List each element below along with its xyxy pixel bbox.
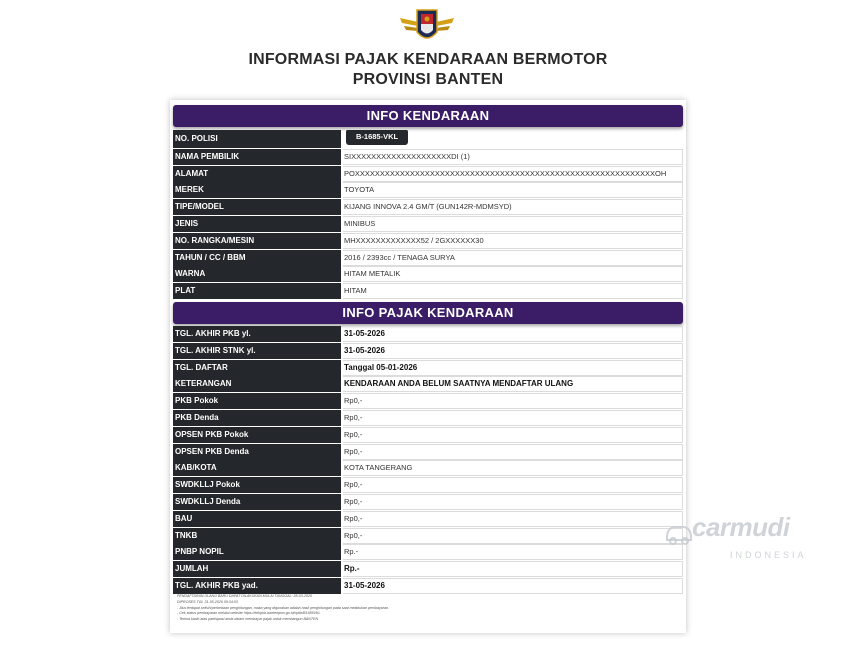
row-label: TAHUN / CC / BBM: [173, 250, 341, 266]
footnote-line: PENDAFTARAN ULANG BARU DAPAT DILAKUKAN MULAI TANGGAL: 28-03-2026: [177, 594, 312, 598]
row-value: 31-05-2026: [343, 578, 683, 594]
table-row: [173, 283, 683, 299]
row-label: KAB/KOTA: [173, 460, 341, 476]
row-label: TGL. AKHIR PKB yl.: [173, 326, 341, 342]
row-label: NO. RANGKA/MESIN: [173, 233, 341, 249]
table-row: [173, 149, 683, 165]
vehicle-section-header: INFO KENDARAAN: [173, 105, 683, 127]
table-row: [173, 578, 683, 594]
row-value: KIJANG INNOVA 2.4 GM/T (GUN142R-MDMSYD): [343, 199, 683, 215]
row-label: TGL. AKHIR STNK yl.: [173, 343, 341, 359]
table-row: [173, 393, 683, 409]
table-row: [173, 250, 683, 266]
table-row: [173, 544, 683, 560]
row-value: [343, 130, 683, 148]
row-value: KOTA TANGERANG: [343, 460, 683, 476]
row-label: PKB Denda: [173, 410, 341, 426]
row-value: MINIBUS: [343, 216, 683, 232]
row-value: POXXXXXXXXXXXXXXXXXXXXXXXXXXXXXXXXXXXXXXXXXXXXXXXXXXXXXXXXXXXXOH: [343, 166, 683, 182]
row-value: Rp0,-: [343, 477, 683, 493]
footnote-line: - Terima kasih atas partisipasi anda dalam membayar pajak untuk membangun BANTEN: [177, 617, 319, 622]
row-label: NO. POLISI: [173, 130, 341, 148]
row-value: Rp0,-: [343, 410, 683, 426]
watermark-brand: carmudi: [692, 512, 790, 542]
row-label: ALAMAT: [173, 166, 341, 182]
footnote-line: DIPROSES TGL 31-05-2026 09:34:03: [177, 599, 238, 604]
vehicle-table: [173, 130, 683, 300]
info-card: [170, 100, 686, 633]
row-value: HITAM METALIK: [343, 266, 683, 282]
row-value: Rp0,-: [343, 444, 683, 460]
row-label: TGL. DAFTAR: [173, 360, 341, 376]
table-row: [173, 444, 683, 460]
carmudi-watermark: [664, 512, 844, 568]
row-label: KETERANGAN: [173, 376, 341, 392]
table-row: [173, 266, 683, 282]
table-row: [173, 343, 683, 359]
row-label: SWDKLLJ Denda: [173, 494, 341, 510]
row-value: 31-05-2026: [343, 326, 683, 342]
table-row: [173, 528, 683, 544]
row-label: TNKB: [173, 528, 341, 544]
row-label: WARNA: [173, 266, 341, 282]
table-row: [173, 199, 683, 215]
table-row: [173, 326, 683, 342]
row-value: HITAM: [343, 283, 683, 299]
table-row: [173, 477, 683, 493]
table-row: [173, 460, 683, 476]
row-value: MHXXXXXXXXXXXXX52 / 2GXXXXXX30: [343, 233, 683, 249]
row-value: TOYOTA: [343, 182, 683, 198]
watermark-sub: INDONESIA: [730, 550, 807, 560]
table-row: [173, 182, 683, 198]
row-value: Rp0,-: [343, 494, 683, 510]
footnotes: [177, 594, 677, 623]
row-value: 2016 / 2393cc / TENAGA SURYA: [343, 250, 683, 266]
row-value: 31-05-2026: [343, 343, 683, 359]
page-title: [0, 50, 856, 90]
table-row: [173, 360, 683, 376]
table-row: [173, 511, 683, 527]
row-value: SIXXXXXXXXXXXXXXXXXXXXDI (1): [343, 149, 683, 165]
page-title-line1: INFORMASI PAJAK KENDARAAN BERMOTOR: [248, 51, 608, 68]
page-title-line2: PROVINSI BANTEN: [352, 71, 504, 88]
row-label: OPSEN PKB Denda: [173, 444, 341, 460]
row-label: OPSEN PKB Pokok: [173, 427, 341, 443]
row-label: TGL. AKHIR PKB yad.: [173, 578, 341, 594]
row-label: PNBP NOPIL: [173, 544, 341, 560]
row-value: Tanggal 05-01-2026: [343, 360, 683, 376]
row-label: PKB Pokok: [173, 393, 341, 409]
table-row: [173, 233, 683, 249]
car-icon: [664, 518, 694, 546]
footnote-line: - Cek status pembayaran melalui website https://infopkb.bantenprov.go.id/cpkb/B1685VKL: [177, 611, 321, 616]
row-value: Rp.-: [343, 544, 683, 560]
row-value: Rp0,-: [343, 511, 683, 527]
row-value: Rp0,-: [343, 393, 683, 409]
table-row: [173, 494, 683, 510]
row-value: Rp0,-: [343, 528, 683, 544]
row-label: PLAT: [173, 283, 341, 299]
table-row: [173, 410, 683, 426]
row-label: TIPE/MODEL: [173, 199, 341, 215]
row-value: Rp0,-: [343, 427, 683, 443]
row-label: JUMLAH: [173, 561, 341, 577]
table-row: [173, 376, 683, 392]
table-row: [173, 561, 683, 577]
plate-number-badge: B-1685-VKL: [346, 130, 408, 145]
table-row: [173, 130, 683, 148]
table-row: [173, 427, 683, 443]
row-value: Rp.-: [343, 561, 683, 577]
row-label: MEREK: [173, 182, 341, 198]
tax-section-header: INFO PAJAK KENDARAAN: [173, 302, 683, 324]
row-label: NAMA PEMBILIK: [173, 149, 341, 165]
row-label: SWDKLLJ Pokok: [173, 477, 341, 493]
footnote-line: - Jika terdapat selisih/perbedaan penghitungan, maka yang digunakan adalah hasil penghitungan pada saat melakukan pembayaran.: [177, 605, 389, 610]
table-row: [173, 216, 683, 232]
row-value: KENDARAAN ANDA BELUM SAATNYA MENDAFTAR ULANG: [343, 376, 683, 392]
row-label: BAU: [173, 511, 341, 527]
table-row: [173, 166, 683, 182]
row-label: JENIS: [173, 216, 341, 232]
bapenda-emblem-icon: [398, 4, 456, 48]
tax-table: [173, 326, 683, 595]
